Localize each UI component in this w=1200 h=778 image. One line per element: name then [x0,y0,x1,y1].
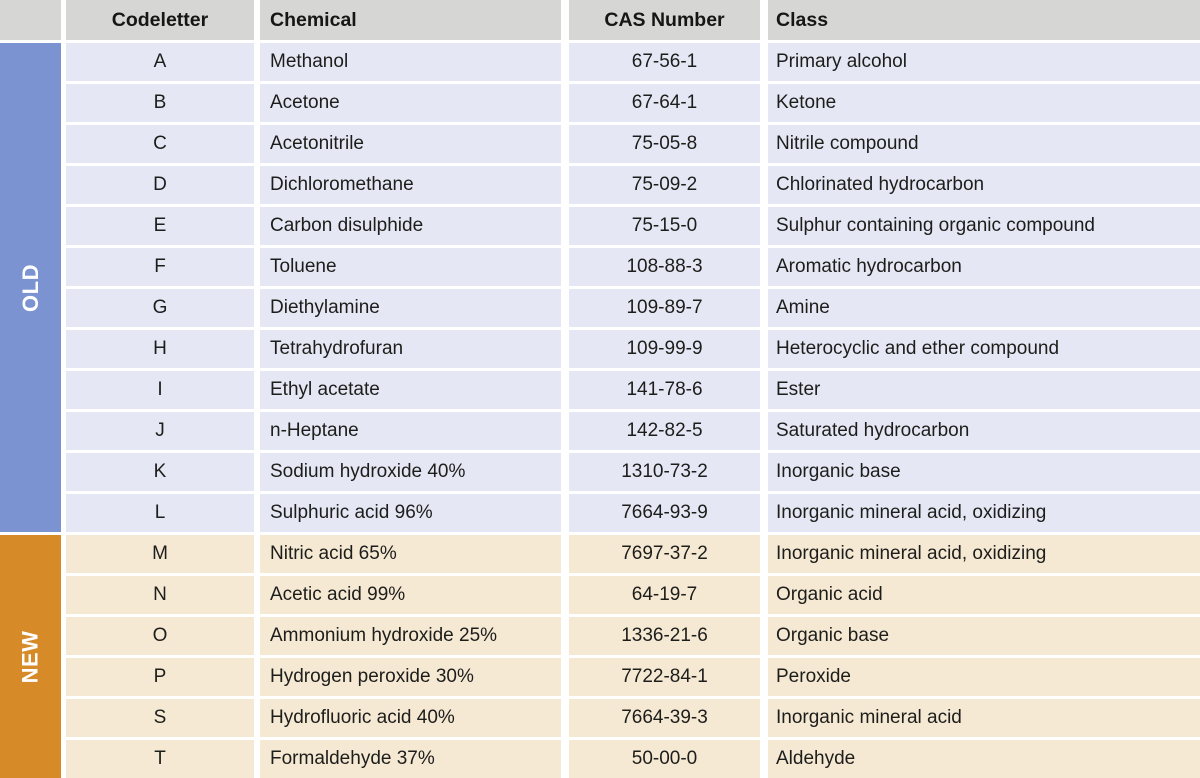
old-section-label: OLD [17,263,43,312]
cell-codeletter: D [66,166,254,204]
cell-codeletter: N [66,576,254,614]
cell-cas-number: 7697-37-2 [569,535,760,573]
cell-codeletter: P [66,658,254,696]
cell-cas-number: 109-89-7 [569,289,760,327]
cell-chemical: Ammonium hydroxide 25% [260,617,561,655]
cell-class: Ketone [768,84,1200,122]
cell-chemical: Acetone [260,84,561,122]
cell-cas-number: 141-78-6 [569,371,760,409]
column-header-class: Class [768,0,1200,40]
cell-class: Inorganic base [768,453,1200,491]
cell-codeletter: K [66,453,254,491]
cell-codeletter: S [66,699,254,737]
cell-class: Chlorinated hydrocarbon [768,166,1200,204]
new-section-strip [0,535,61,778]
cell-codeletter: E [66,207,254,245]
cell-class: Nitrile compound [768,125,1200,163]
cell-class: Aldehyde [768,740,1200,778]
cell-class: Organic base [768,617,1200,655]
column-header-codeletter: Codeletter [66,0,254,40]
cell-cas-number: 50-00-0 [569,740,760,778]
cell-codeletter: M [66,535,254,573]
cell-cas-number: 1336-21-6 [569,617,760,655]
cell-chemical: Acetonitrile [260,125,561,163]
cell-codeletter: C [66,125,254,163]
cell-codeletter: H [66,330,254,368]
cell-codeletter: G [66,289,254,327]
cell-class: Sulphur containing organic compound [768,207,1200,245]
cell-codeletter: B [66,84,254,122]
cell-codeletter: T [66,740,254,778]
cell-cas-number: 142-82-5 [569,412,760,450]
cell-class: Aromatic hydrocarbon [768,248,1200,286]
cell-chemical: Formaldehyde 37% [260,740,561,778]
cell-codeletter: I [66,371,254,409]
cell-cas-number: 108-88-3 [569,248,760,286]
cell-chemical: Tetrahydrofuran [260,330,561,368]
cell-codeletter: A [66,43,254,81]
cell-class: Heterocyclic and ether compound [768,330,1200,368]
cell-class: Inorganic mineral acid, oxidizing [768,494,1200,532]
cell-class: Amine [768,289,1200,327]
cell-codeletter: L [66,494,254,532]
cell-class: Inorganic mineral acid, oxidizing [768,535,1200,573]
cell-class: Inorganic mineral acid [768,699,1200,737]
cell-cas-number: 75-09-2 [569,166,760,204]
new-section-label: NEW [17,630,43,683]
cell-codeletter: O [66,617,254,655]
cell-cas-number: 7664-39-3 [569,699,760,737]
cell-codeletter: J [66,412,254,450]
cell-chemical: Hydrogen peroxide 30% [260,658,561,696]
cell-cas-number: 7664-93-9 [569,494,760,532]
cell-cas-number: 75-15-0 [569,207,760,245]
cell-cas-number: 64-19-7 [569,576,760,614]
cell-codeletter: F [66,248,254,286]
cell-chemical: Acetic acid 99% [260,576,561,614]
cell-chemical: n-Heptane [260,412,561,450]
cell-chemical: Sodium hydroxide 40% [260,453,561,491]
cell-chemical: Nitric acid 65% [260,535,561,573]
column-header-cas-number: CAS Number [569,0,760,40]
cell-chemical: Diethylamine [260,289,561,327]
cell-class: Organic acid [768,576,1200,614]
column-header-chemical: Chemical [260,0,561,40]
cell-chemical: Ethyl acetate [260,371,561,409]
cell-chemical: Methanol [260,43,561,81]
cell-chemical: Carbon disulphide [260,207,561,245]
old-section-strip [0,43,61,532]
cell-cas-number: 67-56-1 [569,43,760,81]
cell-cas-number: 1310-73-2 [569,453,760,491]
cell-chemical: Hydrofluoric acid 40% [260,699,561,737]
cell-class: Primary alcohol [768,43,1200,81]
cell-class: Peroxide [768,658,1200,696]
cell-cas-number: 7722-84-1 [569,658,760,696]
header-corner-cell [0,0,61,40]
cell-class: Saturated hydrocarbon [768,412,1200,450]
cell-cas-number: 109-99-9 [569,330,760,368]
cell-chemical: Sulphuric acid 96% [260,494,561,532]
cell-cas-number: 75-05-8 [569,125,760,163]
cell-chemical: Toluene [260,248,561,286]
cell-cas-number: 67-64-1 [569,84,760,122]
cell-class: Ester [768,371,1200,409]
cell-chemical: Dichloromethane [260,166,561,204]
